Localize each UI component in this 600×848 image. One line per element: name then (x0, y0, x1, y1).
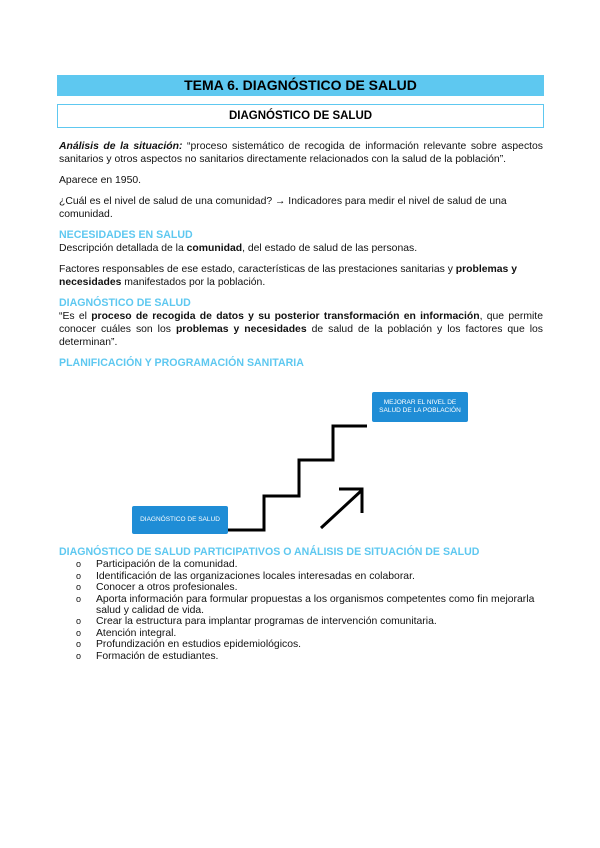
intro-question: ¿Cuál es el nivel de salud de una comunidad? → Indicadores para medir el nivel de salud de una comunidad. (59, 196, 507, 220)
necesidades-p1-end: , del estado de salud de las personas. (242, 243, 418, 254)
box-diagnostico: DIAGNÓSTICO DE SALUD (132, 506, 228, 534)
list-item (59, 651, 543, 662)
necesidades-p1-text: Descripción detallada de la (59, 243, 187, 254)
bullet-icon: o (76, 616, 82, 626)
necesidades-heading: NECESIDADES EN SALUD (59, 229, 193, 241)
necesidades-p2-text: Factores responsables de ese estado, características de las prestaciones sanitarias y (59, 264, 456, 275)
diagnostico-t3: , que permite conocer cuáles son los (59, 311, 543, 335)
intro-term: Análisis de la situación: (59, 141, 183, 152)
list-item-text: Crear la estructura para implantar programas de intervención comunitaria. (96, 616, 437, 627)
bullet-icon: o (76, 650, 82, 661)
list-item (59, 639, 543, 650)
page-title: TEMA 6. DIAGNÓSTICO DE SALUD (57, 75, 544, 96)
list-item-text: Atención integral. (96, 627, 177, 639)
diagnostico-definition (59, 310, 543, 349)
necesidades-p2-end: manifestados por la población. (121, 277, 266, 288)
list-item-text: Participación de la comunidad. (96, 559, 238, 570)
list-item-text: Conocer a otros profesionales. (96, 582, 238, 593)
list-item-text: Formación de estudiantes. (96, 650, 219, 662)
bullet-icon: o (76, 582, 82, 592)
list-item-text: Aporta información para formular propuestas a los organismos competentes como fin mejorarla salud y calidad de vida. (96, 593, 535, 616)
bullet-icon: o (76, 627, 82, 638)
list-item (59, 628, 543, 639)
planificacion-diagram (59, 376, 543, 544)
necesidades-p1 (59, 242, 543, 255)
list-item-text: Identificación de las organizaciones locales interesadas en colaborar. (96, 570, 415, 582)
intro-definition-text: “proceso sistemático de recogida de información relevante sobre aspectos sanitarios y otros aspectos no sanitarios directamente relacionados con la salud de la población”. (59, 141, 543, 165)
diagnostico-t2: proceso de recogida de datos y su posterior transformación en información (91, 311, 480, 322)
list-item (59, 582, 543, 593)
list-item (59, 616, 543, 627)
necesidades-p2-bold: problemas y necesidades (59, 264, 517, 288)
list-item-text: Profundización en estudios epidemiológicos. (96, 639, 302, 650)
diagnostico-t5: de salud de la población y los factores que los determinan”. (59, 324, 543, 348)
necesidades-p1-bold: comunidad (186, 243, 243, 254)
necesidades-p2 (59, 263, 543, 289)
intro-definition (59, 140, 543, 166)
diagonal-arrow-line (321, 491, 361, 528)
bullet-icon: o (76, 559, 82, 569)
section-title: DIAGNÓSTICO DE SALUD (57, 104, 544, 128)
planificacion-heading: PLANIFICACIÓN Y PROGRAMACIÓN SANITARIA (59, 357, 304, 369)
participativos-list (59, 559, 543, 662)
list-item (59, 594, 543, 616)
box-mejorar-salud: MEJORAR EL NIVEL DE SALUD DE LA POBLACIÓN (372, 392, 468, 422)
participativos-heading: DIAGNÓSTICO DE SALUD PARTICIPATIVOS O ANÁLISIS DE SITUACIÓN DE SALUD (59, 546, 480, 558)
bullet-icon: o (76, 639, 82, 649)
bullet-icon: o (76, 593, 82, 604)
intro-year: Aparece en 1950. (59, 175, 142, 186)
document-body (59, 140, 543, 662)
diagnostico-heading: DIAGNÓSTICO DE SALUD (59, 297, 191, 309)
diagnostico-t1: “Es el (59, 311, 92, 322)
list-item (59, 559, 543, 570)
list-item (59, 571, 543, 582)
diagnostico-t4: problemas y necesidades (175, 324, 307, 335)
bullet-icon: o (76, 570, 82, 581)
